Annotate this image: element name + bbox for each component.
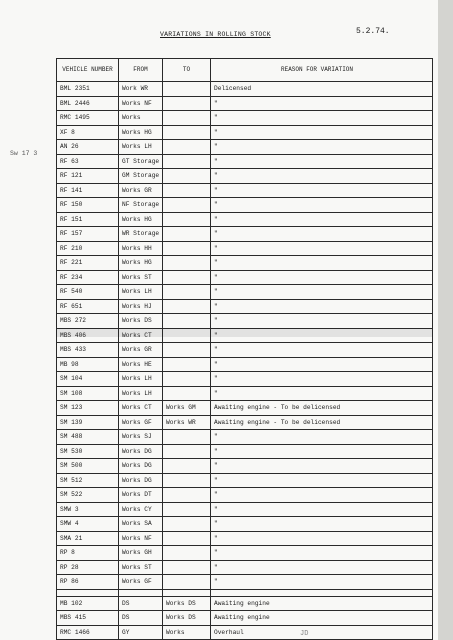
cell-vehicle-number: SM 500	[57, 459, 119, 474]
table-row	[57, 546, 433, 561]
cell-reason: "	[211, 444, 433, 459]
cell-to	[163, 299, 211, 314]
cell-from: Works GR	[119, 343, 163, 358]
cell-vehicle-number: RF 540	[57, 285, 119, 300]
cell-from: DS	[119, 596, 163, 611]
cell-from: Works GR	[119, 183, 163, 198]
cell-to	[163, 531, 211, 546]
table-separator	[57, 589, 433, 596]
photocopy-smudge	[56, 328, 432, 337]
cell-vehicle-number: MBS 433	[57, 343, 119, 358]
cell-from: Work WR	[119, 82, 163, 97]
cell-to	[163, 430, 211, 445]
cell-from: Works GF	[119, 415, 163, 430]
cell-reason: "	[211, 125, 433, 140]
table-row	[57, 82, 433, 97]
table-row	[57, 154, 433, 169]
cell-from: Works CY	[119, 502, 163, 517]
cell-reason: "	[211, 96, 433, 111]
cell-from: Works LH	[119, 140, 163, 155]
footer-note: JD	[300, 630, 309, 638]
cell-reason: "	[211, 169, 433, 184]
cell-vehicle-number: RF 150	[57, 198, 119, 213]
table-row	[57, 473, 433, 488]
rolling-stock-table	[56, 58, 433, 640]
table-row	[57, 430, 433, 445]
cell-vehicle-number: MB 102	[57, 596, 119, 611]
cell-reason: "	[211, 531, 433, 546]
table-row	[57, 444, 433, 459]
table-row	[57, 596, 433, 611]
cell-from: Works HG	[119, 125, 163, 140]
cell-from: Works LH	[119, 372, 163, 387]
cell-reason: "	[211, 430, 433, 445]
cell-vehicle-number: RF 210	[57, 241, 119, 256]
table-row	[57, 625, 433, 640]
cell-vehicle-number: RMC 1466	[57, 625, 119, 640]
cell-vehicle-number: SMW 3	[57, 502, 119, 517]
cell-to	[163, 517, 211, 532]
cell-vehicle-number: SM 512	[57, 473, 119, 488]
cell-reason: "	[211, 473, 433, 488]
cell-to: Works WR	[163, 415, 211, 430]
cell-vehicle-number: RF 141	[57, 183, 119, 198]
cell-from: Works LH	[119, 386, 163, 401]
cell-from: Works GH	[119, 546, 163, 561]
cell-from: Works GF	[119, 575, 163, 590]
cell-to	[163, 96, 211, 111]
cell-vehicle-number: MB 98	[57, 357, 119, 372]
cell-from: Works CT	[119, 328, 163, 343]
cell-vehicle-number: RF 221	[57, 256, 119, 271]
cell-from: Works SJ	[119, 430, 163, 445]
table-row	[57, 401, 433, 416]
cell-to	[163, 546, 211, 561]
cell-to	[163, 488, 211, 503]
header-vehicle-number: VEHICLE NUMBER	[57, 59, 119, 82]
cell-vehicle-number: SM 522	[57, 488, 119, 503]
cell-vehicle-number: RF 651	[57, 299, 119, 314]
header-from: FROM	[119, 59, 163, 82]
cell-to	[163, 111, 211, 126]
cell-to	[163, 212, 211, 227]
cell-to	[163, 372, 211, 387]
table-row	[57, 372, 433, 387]
cell-from: Works HH	[119, 241, 163, 256]
cell-to	[163, 198, 211, 213]
cell-reason: "	[211, 241, 433, 256]
cell-to	[163, 575, 211, 590]
cell-reason: "	[211, 560, 433, 575]
cell-reason: "	[211, 183, 433, 198]
table-row	[57, 531, 433, 546]
cell-reason: "	[211, 502, 433, 517]
cell-vehicle-number: SM 104	[57, 372, 119, 387]
cell-from: Works NF	[119, 96, 163, 111]
cell-reason: "	[211, 285, 433, 300]
cell-from: WR Storage	[119, 227, 163, 242]
cell-to	[163, 270, 211, 285]
page-edge	[438, 0, 453, 640]
cell-from: Works NF	[119, 531, 163, 546]
cell-vehicle-number: MBS 272	[57, 314, 119, 329]
cell-vehicle-number: SM 123	[57, 401, 119, 416]
table-body-bottom	[57, 596, 433, 640]
cell-vehicle-number: SMW 4	[57, 517, 119, 532]
table-row	[57, 241, 433, 256]
cell-reason: "	[211, 546, 433, 561]
cell-to	[163, 459, 211, 474]
cell-to	[163, 386, 211, 401]
cell-reason: Awaiting engine	[211, 611, 433, 626]
cell-reason: "	[211, 517, 433, 532]
cell-from: Works	[119, 111, 163, 126]
cell-from: Works DS	[119, 314, 163, 329]
table-row	[57, 459, 433, 474]
table-row	[57, 611, 433, 626]
table-row	[57, 517, 433, 532]
cell-from: Works DG	[119, 459, 163, 474]
cell-reason: "	[211, 198, 433, 213]
cell-from: Works DT	[119, 488, 163, 503]
table-row	[57, 256, 433, 271]
cell-vehicle-number: BML 2446	[57, 96, 119, 111]
cell-from: Works DG	[119, 444, 163, 459]
table-row	[57, 357, 433, 372]
cell-to	[163, 357, 211, 372]
cell-reason: "	[211, 343, 433, 358]
table-row	[57, 96, 433, 111]
cell-reason: "	[211, 299, 433, 314]
cell-vehicle-number: BML 2351	[57, 82, 119, 97]
cell-reason: Overhaul	[211, 625, 433, 640]
document-date: 5.2.74.	[356, 27, 390, 36]
table-row	[57, 343, 433, 358]
cell-to	[163, 227, 211, 242]
cell-to	[163, 256, 211, 271]
header-reason: REASON FOR VARIATION	[211, 59, 433, 82]
cell-from: NF Storage	[119, 198, 163, 213]
cell-reason: Delicensed	[211, 82, 433, 97]
cell-reason: "	[211, 314, 433, 329]
table-row	[57, 488, 433, 503]
table-row	[57, 183, 433, 198]
cell-vehicle-number: SM 530	[57, 444, 119, 459]
table-row	[57, 299, 433, 314]
cell-vehicle-number: SM 108	[57, 386, 119, 401]
cell-vehicle-number: RF 63	[57, 154, 119, 169]
cell-vehicle-number: RF 157	[57, 227, 119, 242]
table-row	[57, 111, 433, 126]
cell-reason: "	[211, 140, 433, 155]
cell-reason: "	[211, 212, 433, 227]
cell-from: Works LH	[119, 285, 163, 300]
cell-reason: "	[211, 111, 433, 126]
cell-to	[163, 314, 211, 329]
table-row	[57, 386, 433, 401]
cell-from: Works HE	[119, 357, 163, 372]
cell-vehicle-number: MBS 415	[57, 611, 119, 626]
cell-reason: "	[211, 488, 433, 503]
cell-vehicle-number: AN 26	[57, 140, 119, 155]
cell-reason: "	[211, 256, 433, 271]
cell-to	[163, 169, 211, 184]
cell-to: Works GM	[163, 401, 211, 416]
cell-reason: "	[211, 372, 433, 387]
table-row	[57, 227, 433, 242]
table-header-row	[57, 59, 433, 82]
cell-to	[163, 343, 211, 358]
cell-to	[163, 140, 211, 155]
cell-vehicle-number: MBS 406	[57, 328, 119, 343]
cell-reason: "	[211, 459, 433, 474]
table-row	[57, 560, 433, 575]
table-row	[57, 415, 433, 430]
cell-to: Works	[163, 625, 211, 640]
cell-from: Works HJ	[119, 299, 163, 314]
cell-reason: "	[211, 357, 433, 372]
cell-to	[163, 285, 211, 300]
cell-to: Works DS	[163, 611, 211, 626]
cell-vehicle-number: RF 234	[57, 270, 119, 285]
cell-from: GT Storage	[119, 154, 163, 169]
table-row	[57, 140, 433, 155]
cell-from: Works HG	[119, 256, 163, 271]
cell-from: Works CT	[119, 401, 163, 416]
cell-vehicle-number: RP 8	[57, 546, 119, 561]
header-to: TO	[163, 59, 211, 82]
cell-from: Works HG	[119, 212, 163, 227]
cell-to: Works DS	[163, 596, 211, 611]
cell-to	[163, 444, 211, 459]
cell-reason: Awaiting engine - To be delicensed	[211, 401, 433, 416]
cell-reason: "	[211, 227, 433, 242]
cell-vehicle-number: SM 139	[57, 415, 119, 430]
cell-vehicle-number: SMA 21	[57, 531, 119, 546]
cell-from: GM Storage	[119, 169, 163, 184]
cell-vehicle-number: RP 28	[57, 560, 119, 575]
cell-from: DS	[119, 611, 163, 626]
cell-vehicle-number: XF 8	[57, 125, 119, 140]
table-row	[57, 314, 433, 329]
cell-vehicle-number: RP 86	[57, 575, 119, 590]
table-row	[57, 212, 433, 227]
table-row	[57, 169, 433, 184]
cell-to	[163, 560, 211, 575]
cell-to	[163, 154, 211, 169]
cell-from: Works SA	[119, 517, 163, 532]
cell-from: Works DG	[119, 473, 163, 488]
cell-vehicle-number: RF 151	[57, 212, 119, 227]
cell-reason: "	[211, 575, 433, 590]
margin-note: Sw 17 3	[10, 150, 38, 157]
cell-from: Works ST	[119, 270, 163, 285]
cell-vehicle-number: SM 488	[57, 430, 119, 445]
cell-to	[163, 82, 211, 97]
cell-from: GY	[119, 625, 163, 640]
table-row	[57, 198, 433, 213]
table-row	[57, 125, 433, 140]
cell-reason: "	[211, 386, 433, 401]
document-title: VARIATIONS IN ROLLING STOCK	[160, 31, 271, 38]
cell-to	[163, 473, 211, 488]
cell-reason: "	[211, 154, 433, 169]
table-row	[57, 285, 433, 300]
cell-reason: Awaiting engine - To be delicensed	[211, 415, 433, 430]
cell-reason: Awaiting engine	[211, 596, 433, 611]
cell-to	[163, 125, 211, 140]
table-row	[57, 270, 433, 285]
cell-vehicle-number: RMC 1495	[57, 111, 119, 126]
cell-reason: "	[211, 270, 433, 285]
cell-reason: "	[211, 328, 433, 343]
cell-to	[163, 241, 211, 256]
table-row	[57, 575, 433, 590]
cell-to	[163, 502, 211, 517]
table-row	[57, 502, 433, 517]
cell-vehicle-number: RF 121	[57, 169, 119, 184]
cell-to	[163, 183, 211, 198]
cell-from: Works ST	[119, 560, 163, 575]
